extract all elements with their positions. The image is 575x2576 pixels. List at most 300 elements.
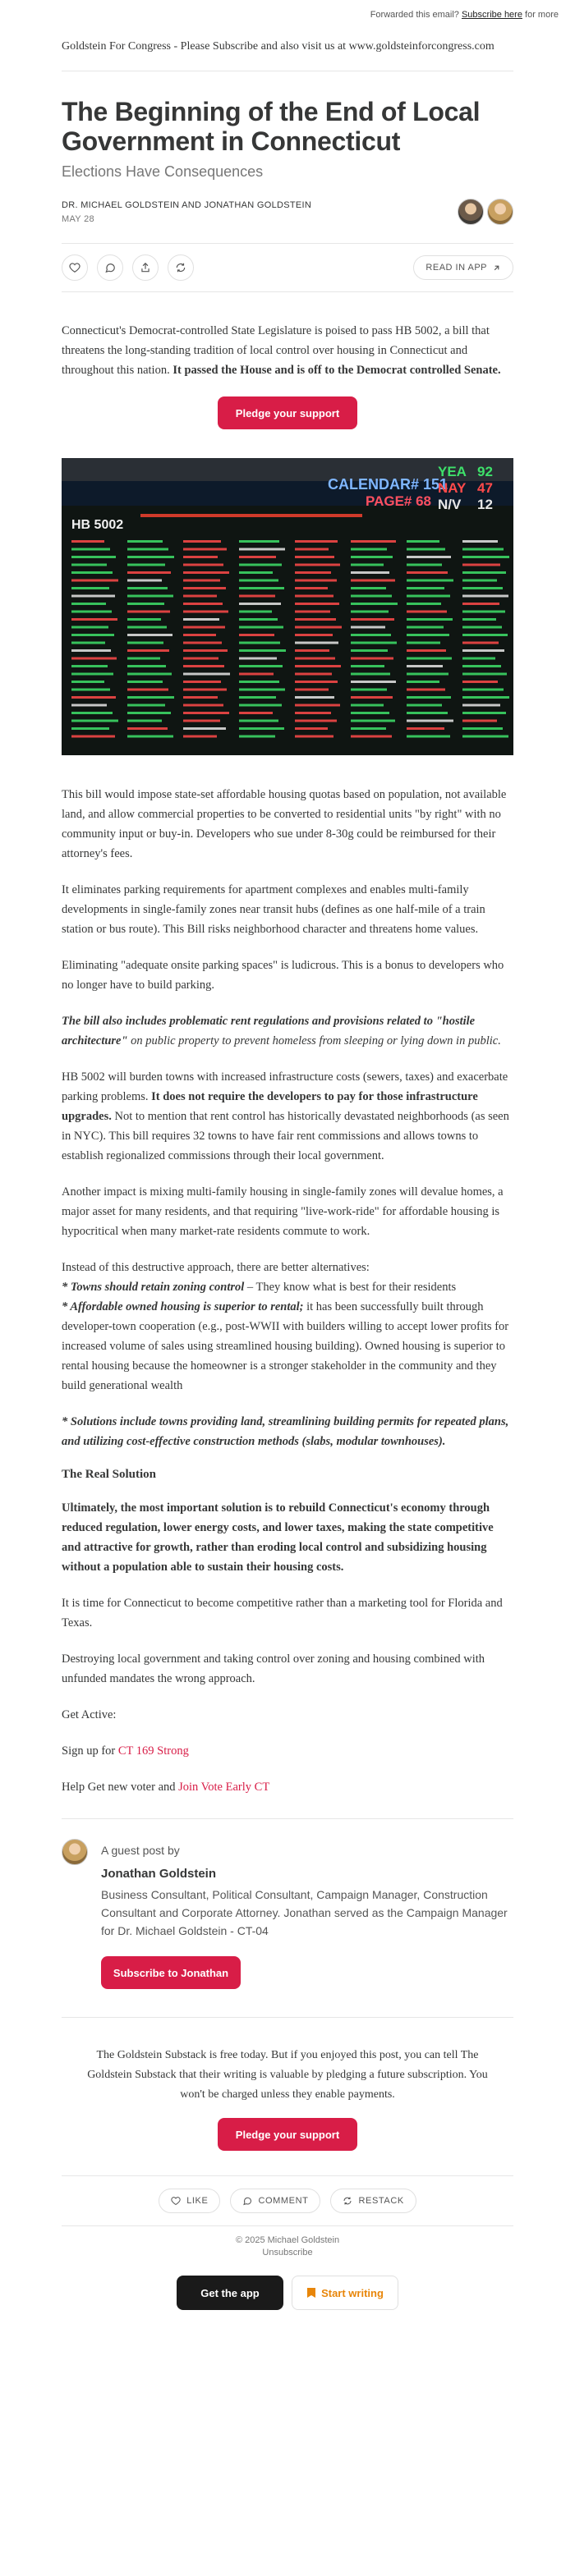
board-vote-line bbox=[239, 673, 274, 676]
board-vote-line bbox=[127, 720, 162, 722]
board-vote-line bbox=[351, 580, 395, 582]
board-vote-line bbox=[183, 618, 219, 621]
text: – They know what is best for their residents bbox=[244, 1281, 457, 1294]
board-vote-line bbox=[127, 665, 166, 667]
board-vote-line bbox=[239, 634, 274, 636]
subscribe-link[interactable]: Subscribe here bbox=[461, 10, 522, 20]
board-vote-line bbox=[71, 580, 118, 582]
board-vote-line bbox=[407, 595, 450, 598]
board-vote-line bbox=[462, 658, 495, 660]
board-vote-line bbox=[127, 689, 168, 691]
copyright bbox=[62, 2235, 513, 2259]
board-vote-line bbox=[183, 712, 229, 714]
paragraph: Eliminating "adequate onsite parking spaces" is ludicrous. This is a bonus to developers who no longer have to build parking. bbox=[62, 959, 504, 992]
guest-name[interactable]: Jonathan Goldstein bbox=[101, 1867, 217, 1881]
board-vote-line bbox=[127, 611, 170, 613]
subscribe-button[interactable]: Subscribe to Jonathan bbox=[101, 1956, 241, 1989]
restack-button[interactable] bbox=[330, 2189, 416, 2213]
board-vote-line bbox=[295, 634, 333, 636]
board-vote-line bbox=[127, 704, 165, 707]
board-vote-line bbox=[351, 548, 387, 551]
text-bold: It does not require the developers to pay for those infrastructure upgrades. bbox=[62, 1090, 478, 1123]
text-bold-italic: * Solutions include towns providing land, streamlining building permits for repeated plans, and utilizing cost-effective construction methods (slabs, modular townhouses). bbox=[62, 1415, 509, 1448]
footer-actions bbox=[62, 2175, 513, 2226]
board-vote-line bbox=[407, 571, 448, 574]
board-vote-line bbox=[295, 595, 334, 598]
board-vote-line bbox=[407, 673, 448, 676]
footer-note bbox=[62, 2017, 513, 2151]
board-vote-line bbox=[239, 580, 278, 582]
board-vote-line bbox=[407, 665, 443, 667]
board-vote-line bbox=[351, 540, 396, 543]
board-vote-line bbox=[407, 618, 453, 621]
board-vote-line bbox=[183, 720, 220, 722]
board-vote-line bbox=[183, 649, 228, 652]
board-vote-line bbox=[351, 626, 385, 629]
post-title[interactable]: The Beginning of the End of Local Government in Connecticut bbox=[62, 97, 481, 156]
board-vote-line bbox=[239, 712, 273, 714]
footer-note-text: The Goldstein Substack is free today. But if you enjoyed this post, you can tell The Goldstein Substack that their writing is valuable by pledging a future subscription. You won't be charged unless they enable payments. bbox=[87, 2049, 488, 2101]
board-vote-line bbox=[127, 649, 169, 652]
guest-post-card bbox=[62, 1818, 513, 1989]
board-vote-line bbox=[71, 696, 116, 699]
board-vote-line bbox=[295, 727, 328, 730]
bookmark-icon bbox=[306, 2287, 316, 2299]
board-vote-line bbox=[407, 704, 442, 707]
board-vote-line bbox=[127, 564, 165, 566]
board-nv-label: N/V bbox=[438, 497, 462, 512]
board-vote-line bbox=[239, 681, 279, 683]
board-vote-line bbox=[127, 618, 161, 621]
board-vote-line bbox=[407, 548, 445, 551]
board-vote-line bbox=[295, 611, 330, 613]
board-vote-line bbox=[295, 618, 336, 621]
board-vote-line bbox=[239, 587, 284, 589]
board-vote-line bbox=[183, 665, 224, 667]
hero-image[interactable] bbox=[62, 458, 513, 755]
board-vote-line bbox=[462, 540, 498, 543]
board-vote-line bbox=[295, 658, 335, 660]
restack-icon bbox=[343, 2196, 352, 2206]
board-yea-label: YEA bbox=[438, 464, 467, 479]
board-vote-line bbox=[295, 642, 338, 644]
board-vote-line bbox=[462, 696, 509, 699]
board-vote-line bbox=[351, 556, 393, 558]
post-subtitle: Elections Have Consequences bbox=[62, 163, 264, 180]
board-vote-line bbox=[127, 736, 173, 738]
board-vote-line bbox=[71, 634, 114, 636]
text-bold: It passed the House and is off to the Democrat controlled Senate. bbox=[172, 364, 501, 377]
board-vote-line bbox=[407, 712, 448, 714]
heart-icon bbox=[69, 262, 80, 273]
board-vote-line bbox=[71, 712, 113, 714]
paragraph bbox=[62, 1258, 513, 1396]
like-button[interactable] bbox=[62, 254, 88, 281]
board-vote-line bbox=[127, 712, 171, 714]
ct169-link[interactable]: CT 169 Strong bbox=[117, 1744, 189, 1758]
board-vote-line bbox=[183, 556, 218, 558]
board-vote-line bbox=[295, 571, 331, 574]
board-vote-line bbox=[407, 626, 444, 629]
paragraph bbox=[62, 1011, 513, 1051]
board-vote-line bbox=[462, 720, 497, 722]
board-vote-line bbox=[351, 603, 398, 605]
paragraph: This bill would impose state-set affordable housing quotas based on population, not available land, and allow commercial properties to be converted to residential units "by right" with no community input or buy-in. Developers who sue under 8-30g could be reimbursed for their attorney's fees. bbox=[62, 788, 507, 860]
board-vote-line bbox=[462, 642, 499, 644]
board-vote-line bbox=[71, 704, 107, 707]
board-vote-line bbox=[127, 540, 163, 543]
board-vote-line bbox=[239, 571, 273, 574]
board-nay-label: NAY bbox=[438, 480, 467, 496]
like-label: LIKE bbox=[186, 2196, 209, 2206]
board-vote-line bbox=[239, 736, 275, 738]
board-vote-line bbox=[71, 618, 117, 621]
board-vote-line bbox=[407, 736, 450, 738]
board-vote-line bbox=[127, 642, 163, 644]
text-bold: Ultimately, the most important solution is to rebuild Connecticut's economy through reduced regulation, lower energy costs, and lower taxes, making the state competitive and attractive for growth, rather than eroding local control and subsidizing housing without a population able to sustain their housing costs. bbox=[62, 1501, 494, 1574]
board-vote-line bbox=[351, 727, 386, 730]
board-bill: HB 5002 bbox=[71, 518, 124, 532]
board-vote-line bbox=[462, 681, 498, 683]
board-vote-line bbox=[462, 673, 507, 676]
content-column bbox=[62, 26, 513, 2310]
share-button[interactable] bbox=[132, 254, 159, 281]
unsubscribe-link[interactable]: Unsubscribe bbox=[262, 2248, 313, 2257]
board-vote-line bbox=[351, 689, 387, 691]
board-vote-line bbox=[127, 548, 168, 551]
board-vote-line bbox=[127, 727, 168, 730]
board-vote-line bbox=[239, 642, 280, 644]
text: Help Get new voter and bbox=[62, 1781, 179, 1794]
text-bold-italic: The bill also includes problematic rent regulations and provisions related to "hostile architecture" bbox=[62, 1015, 476, 1047]
board-vote-line bbox=[462, 556, 509, 558]
board-vote-line bbox=[462, 603, 499, 605]
board-vote-line bbox=[239, 696, 276, 699]
board-vote-line bbox=[71, 603, 106, 605]
board-vote-line bbox=[407, 689, 445, 691]
board-vote-line bbox=[295, 681, 338, 683]
paragraph bbox=[62, 1412, 513, 1451]
board-vote-line bbox=[127, 696, 174, 699]
text-bold-italic: * Affordable owned housing is superior to rental; bbox=[62, 1300, 304, 1313]
board-vote-line bbox=[295, 587, 328, 589]
board-vote-line bbox=[295, 712, 331, 714]
board-vote-line bbox=[295, 665, 341, 667]
board-vote-line bbox=[295, 736, 334, 738]
board-vote-line bbox=[127, 603, 164, 605]
text: HB 5002 will burden towns with increased infrastructure costs (sewers, taxes) and exacerbate parking problems. bbox=[62, 1070, 508, 1103]
board-vote-line bbox=[295, 564, 340, 566]
board-vote-line bbox=[71, 540, 104, 543]
byline bbox=[62, 199, 513, 225]
board-vote-line bbox=[462, 587, 503, 589]
board-vote-line bbox=[71, 564, 107, 566]
board-vote-line bbox=[239, 595, 275, 598]
board-yea-count: 92 bbox=[477, 464, 493, 479]
board-vote-line bbox=[71, 665, 108, 667]
board-vote-line bbox=[239, 727, 284, 730]
board-vote-line bbox=[71, 673, 113, 676]
board-vote-line bbox=[351, 611, 389, 613]
board-vote-line bbox=[183, 736, 217, 738]
board-page: PAGE# 68 bbox=[366, 493, 432, 509]
share-icon bbox=[140, 262, 151, 273]
avatar[interactable] bbox=[458, 199, 484, 225]
board-vote-line bbox=[127, 634, 172, 636]
text-italic: on public property to prevent homeless from sleeping or lying down in public. bbox=[131, 1034, 501, 1047]
board-vote-line bbox=[127, 571, 171, 574]
board-vote-line bbox=[407, 642, 440, 644]
board-vote-line bbox=[462, 618, 496, 621]
board-vote-line bbox=[127, 556, 174, 558]
board-vote-line bbox=[239, 665, 283, 667]
paragraph bbox=[62, 1777, 513, 1797]
board-vote-line bbox=[351, 704, 384, 707]
board-vote-line bbox=[351, 681, 396, 683]
board-vote-line bbox=[183, 587, 226, 589]
board-vote-line bbox=[71, 658, 117, 660]
board-vote-line bbox=[407, 603, 441, 605]
board-vote-line bbox=[239, 548, 285, 551]
pledge-button[interactable]: Pledge your support bbox=[218, 2118, 357, 2151]
board-vote-line bbox=[183, 689, 227, 691]
board-vote-line bbox=[351, 736, 392, 738]
board-vote-line bbox=[183, 658, 218, 660]
board-vote-line bbox=[462, 712, 506, 714]
board-vote-line bbox=[183, 564, 223, 566]
board-vote-line bbox=[295, 580, 337, 582]
board-vote-line bbox=[351, 571, 389, 574]
guest-label: A guest post by bbox=[101, 1844, 180, 1857]
board-vote-line bbox=[462, 571, 506, 574]
board-vote-line bbox=[239, 540, 279, 543]
like-button[interactable] bbox=[159, 2189, 220, 2213]
board-vote-line bbox=[71, 611, 112, 613]
vote-early-link[interactable]: Join Vote Early CT bbox=[178, 1781, 270, 1794]
board-vote-line bbox=[351, 712, 389, 714]
board-vote-line bbox=[407, 696, 451, 699]
paragraph: Get Active: bbox=[62, 1708, 117, 1721]
board-vote-line bbox=[71, 571, 113, 574]
board-vote-line bbox=[462, 611, 505, 613]
paragraph bbox=[62, 1067, 513, 1166]
board-vote-line bbox=[239, 720, 278, 722]
author-avatars bbox=[458, 199, 513, 225]
comment-label: COMMENT bbox=[258, 2196, 309, 2206]
board-vote-line bbox=[295, 603, 339, 605]
board-vote-line bbox=[127, 626, 167, 629]
avatar[interactable] bbox=[487, 199, 513, 225]
board-vote-line bbox=[71, 642, 105, 644]
board-vote-line bbox=[71, 681, 104, 683]
board-vote-line bbox=[183, 611, 228, 613]
board-vote-line bbox=[239, 704, 282, 707]
vote-board-image bbox=[62, 458, 513, 755]
board-vote-line bbox=[295, 626, 342, 629]
board-vote-line bbox=[407, 540, 439, 543]
intro-text: Goldstein For Congress - Please Subscribe and also visit us at www.goldsteinforcongress.com bbox=[62, 26, 513, 71]
board-vote-line bbox=[407, 587, 444, 589]
board-vote-line bbox=[351, 587, 386, 589]
board-vote-line bbox=[295, 673, 332, 676]
board-vote-line bbox=[127, 587, 168, 589]
board-vote-line bbox=[407, 649, 446, 652]
board-vote-line bbox=[462, 689, 504, 691]
board-vote-line bbox=[407, 564, 442, 566]
board-vote-line bbox=[295, 649, 329, 652]
board-vote-line bbox=[71, 587, 109, 589]
authors[interactable]: DR. MICHAEL GOLDSTEIN AND JONATHAN GOLDSTEIN bbox=[62, 199, 312, 210]
board-vote-line bbox=[407, 681, 439, 683]
board-vote-line bbox=[351, 720, 395, 722]
board-vote-line bbox=[127, 580, 162, 582]
heart-icon bbox=[171, 2196, 181, 2206]
paragraph: It is time for Connecticut to become competitive rather than a marketing tool for Florida and Texas. bbox=[62, 1597, 503, 1629]
board-vote-line bbox=[183, 580, 220, 582]
board-vote-line bbox=[239, 564, 282, 566]
restack-button[interactable] bbox=[168, 254, 194, 281]
post-date: MAY 28 bbox=[62, 213, 94, 224]
post-body bbox=[62, 321, 513, 1797]
get-app-button[interactable]: Get the app bbox=[177, 2276, 283, 2310]
board-vote-line bbox=[462, 665, 501, 667]
board-vote-line bbox=[239, 618, 278, 621]
forward-text: Forwarded this email? bbox=[370, 10, 459, 20]
text-bold-italic: * Towns should retain zoning control bbox=[62, 1281, 245, 1294]
avatar[interactable] bbox=[62, 1839, 88, 1865]
forward-suffix: for more bbox=[525, 10, 559, 20]
board-vote-line bbox=[462, 580, 497, 582]
board-vote-line bbox=[351, 673, 390, 676]
board-vote-line bbox=[351, 642, 397, 644]
text: Instead of this destructive approach, there are better alternatives: bbox=[62, 1261, 370, 1274]
board-vote-line bbox=[462, 548, 504, 551]
board-vote-line bbox=[351, 658, 393, 660]
board-vote-line bbox=[183, 696, 218, 699]
board-vote-line bbox=[183, 634, 216, 636]
board-vote-line bbox=[407, 658, 452, 660]
board-vote-line bbox=[239, 611, 272, 613]
text: Sign up for bbox=[62, 1744, 118, 1758]
board-vote-line bbox=[462, 626, 502, 629]
board-vote-line bbox=[183, 548, 227, 551]
board-vote-line bbox=[462, 736, 508, 738]
comment-button[interactable] bbox=[97, 254, 123, 281]
board-nay-count: 47 bbox=[477, 480, 493, 496]
board-vote-line bbox=[351, 649, 388, 652]
comment-icon bbox=[104, 262, 116, 273]
board-vote-line bbox=[351, 665, 384, 667]
board-vote-line bbox=[351, 634, 391, 636]
board-vote-line bbox=[295, 540, 338, 543]
board-vote-line bbox=[183, 681, 221, 683]
board-vote-line bbox=[71, 720, 118, 722]
board-nv-count: 12 bbox=[477, 497, 493, 512]
board-vote-line bbox=[407, 611, 447, 613]
guest-bio: Business Consultant, Political Consultant, Campaign Manager, Construction Consultant and Corporate Attorney. Jonathan served as the Campaign Manager for Dr. Michael Goldstein - CT-04 bbox=[101, 1888, 508, 1937]
board-vote-line bbox=[462, 727, 503, 730]
start-writing-button[interactable] bbox=[292, 2276, 398, 2310]
board-vote-line bbox=[239, 689, 285, 691]
board-vote-line bbox=[71, 626, 108, 629]
board-vote-line bbox=[71, 736, 115, 738]
board-vote-line bbox=[183, 571, 229, 574]
board-vote-line bbox=[71, 689, 110, 691]
paragraph: Another impact is mixing multi-family housing in single-family zones will devalue homes, a major asset for many residents, and that requiring "live-work-ride" for affordable housing is hypocritical when many market-rate residents commute to work. bbox=[62, 1185, 504, 1238]
board-vote-line bbox=[407, 580, 453, 582]
forward-notice bbox=[0, 0, 575, 26]
read-in-app-button[interactable] bbox=[413, 255, 513, 280]
board-vote-line bbox=[183, 642, 222, 644]
board-vote-line bbox=[183, 673, 230, 676]
board-vote-line bbox=[127, 595, 173, 598]
board-vote-line bbox=[295, 548, 329, 551]
restack-icon bbox=[175, 262, 186, 273]
text: Not to mention that rent control has historically devastated neighborhoods (as seen in NYC). This bill requires 32 towns to have fair rent commissions and allows towns to establish regionalized commissions through their local government. bbox=[62, 1110, 509, 1162]
board-vote-line bbox=[295, 704, 340, 707]
comment-icon bbox=[242, 2196, 252, 2206]
text: it has been successfully built through developer-town cooperation (e.g., post-WWII with builders willing to accept lower profits for increased volume of sales using streamlined housing building). Owned housing is superior to rental housing because the homeowner is a stronger stakeholder in the community and they build generational wealth bbox=[62, 1300, 509, 1392]
post-actions-bar bbox=[62, 243, 513, 292]
paragraph bbox=[62, 1498, 513, 1577]
board-vote-line bbox=[71, 548, 110, 551]
arrow-up-right-icon bbox=[492, 264, 501, 273]
board-vote-line bbox=[295, 696, 334, 699]
board-vote-line bbox=[71, 595, 115, 598]
board-vote-line bbox=[351, 618, 394, 621]
read-in-app-label: READ IN APP bbox=[426, 263, 487, 273]
board-vote-line bbox=[407, 556, 451, 558]
board-vote-line bbox=[183, 727, 226, 730]
section-heading: The Real Solution bbox=[62, 1468, 157, 1481]
board-vote-line bbox=[407, 720, 453, 722]
comment-button[interactable] bbox=[230, 2189, 320, 2213]
copyright-text: © 2025 Michael Goldstein bbox=[235, 2235, 340, 2245]
board-vote-line bbox=[462, 704, 500, 707]
board-vote-line bbox=[71, 556, 116, 558]
board-vote-line bbox=[127, 673, 172, 676]
board-vote-line bbox=[239, 658, 277, 660]
board-vote-line bbox=[351, 595, 392, 598]
board-vote-line bbox=[407, 727, 444, 730]
app-buttons bbox=[62, 2276, 513, 2310]
board-vote-line bbox=[351, 564, 384, 566]
board-vote-line bbox=[71, 727, 109, 730]
board-vote-line bbox=[239, 649, 286, 652]
board-vote-line bbox=[407, 634, 449, 636]
text: Connecticut's Democrat-controlled State Legislature is poised to pass HB 5002, a bill that threatens the long-standing tradition of local control over housing in Connecticut and throughout this nation. bbox=[62, 324, 490, 377]
board-calendar: CALENDAR# 151 bbox=[328, 476, 448, 493]
board-vote-line bbox=[183, 603, 223, 605]
board-vote-line bbox=[239, 556, 276, 558]
board-vote-line bbox=[183, 540, 221, 543]
paragraph bbox=[62, 321, 513, 380]
board-vote-line bbox=[462, 649, 504, 652]
board-vote-line bbox=[239, 626, 283, 629]
paragraph: Destroying local government and taking control over zoning and housing combined with unfunded mandates the wrong approach. bbox=[62, 1652, 485, 1685]
paragraph: It eliminates parking requirements for apartment complexes and enables multi-family developments in single-family zones near transit hubs (defines as one half-mile of a train station or bus route). This Bill risks neighborhood character and threatens home values. bbox=[62, 883, 485, 936]
board-vote-line bbox=[183, 595, 217, 598]
board-vote-line bbox=[462, 634, 508, 636]
board-vote-line bbox=[127, 681, 163, 683]
board-vote-line bbox=[462, 564, 500, 566]
pledge-button[interactable]: Pledge your support bbox=[218, 396, 357, 429]
start-writing-label: Start writing bbox=[321, 2286, 384, 2299]
board-vote-line bbox=[295, 689, 329, 691]
board-vote-line bbox=[295, 556, 334, 558]
board-vote-line bbox=[462, 595, 508, 598]
board-vote-line bbox=[71, 649, 111, 652]
